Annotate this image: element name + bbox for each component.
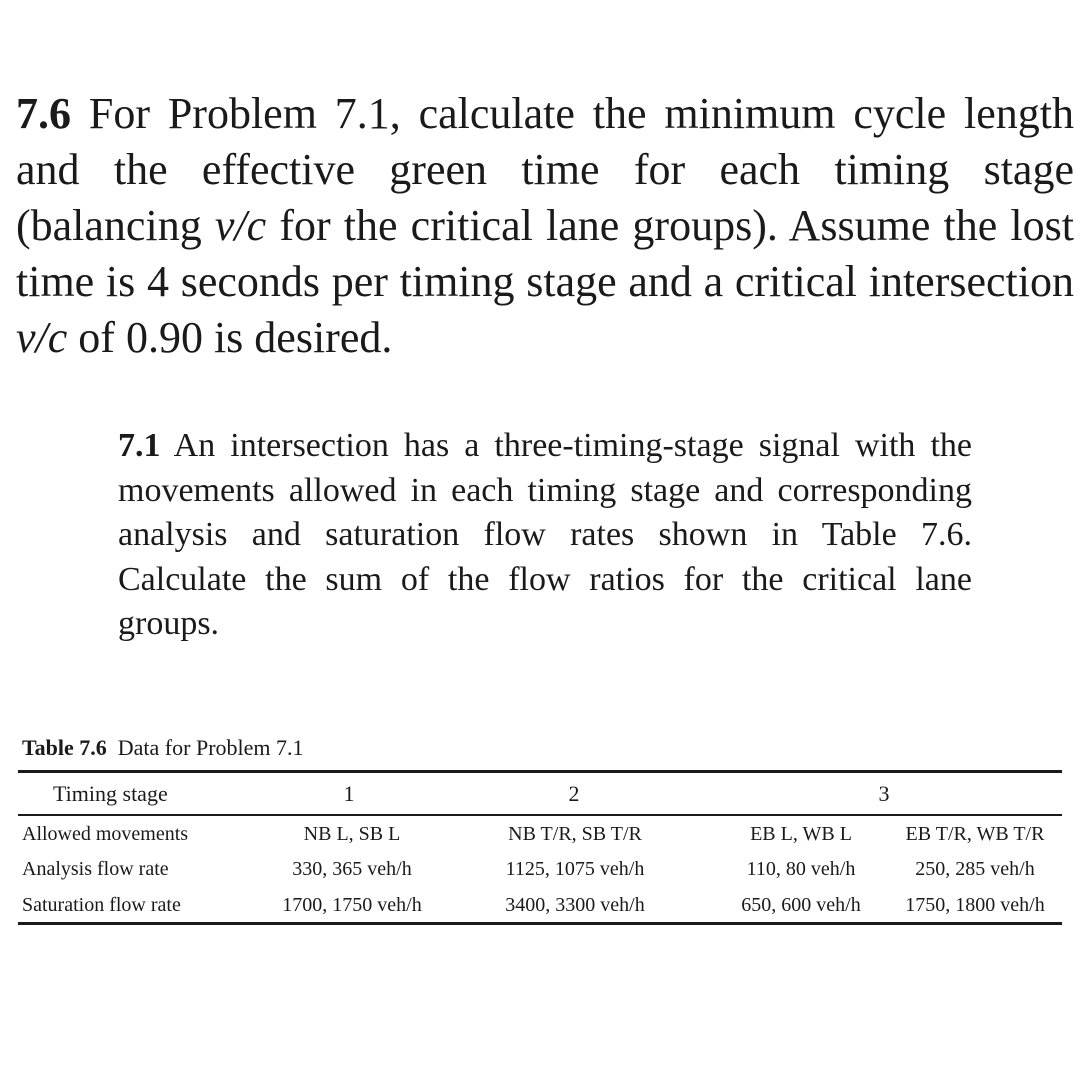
vc-term-1: v/c [214,201,267,250]
row-allowed-movements-stage3b: EB T/R, WB T/R [905,823,1045,845]
problem-7-6-text-b: for the critical lane groups). Assume the lost time is 4 seconds per timing stage and a critical intersection [16,201,1074,306]
table-caption-label: Table 7.6 [22,735,107,760]
row-allowed-movements-stage2: NB T/R, SB T/R [508,823,642,845]
header-timing-stage: Timing stage [53,781,168,806]
row-analysis-flow-stage3b: 250, 285 veh/h [915,858,1035,880]
problem-7-1-body: An intersection has a three-timing-stage signal with the movements allowed in each timing stage and corresponding analysis and saturation flow rates shown in Table 7.6. Calculate the sum of the flow ratios for the critical lane groups. [118,427,972,642]
row-analysis-flow-stage1: 330, 365 veh/h [292,858,412,880]
table-caption [22,734,304,762]
header-stage-2: 2 [568,781,580,806]
row-analysis-flow-label: Analysis flow rate [22,858,169,880]
row-saturation-flow-stage2: 3400, 3300 veh/h [505,894,645,916]
table-top-rule [18,770,1062,773]
table-header-rule [18,814,1062,816]
problem-7-6-text [16,86,1074,366]
row-saturation-flow-stage1: 1700, 1750 veh/h [282,894,422,916]
row-allowed-movements-stage1: NB L, SB L [303,823,401,845]
row-allowed-movements-label: Allowed movements [22,823,189,845]
table-bottom-rule [18,922,1062,925]
vc-term-2: v/c [16,313,68,362]
problem-7-6-number: 7.6 [16,89,71,138]
row-analysis-flow-stage2: 1125, 1075 veh/h [505,858,645,880]
row-saturation-flow-label: Saturation flow rate [22,894,181,916]
problem-7-1-number: 7.1 [118,427,161,464]
problem-7-6-text-c: of 0.90 is desired. [67,313,393,362]
row-saturation-flow-stage3b: 1750, 1800 veh/h [905,894,1045,916]
table-caption-text: Data for Problem 7.1 [106,735,304,760]
problem-7-6-text-a: For Problem 7.1, calculate the minimum cycle length and the effective green time for each timing stage (balancing [16,89,1074,250]
row-analysis-flow-stage3a: 110, 80 veh/h [746,858,856,880]
row-allowed-movements-stage3a: EB L, WB L [750,823,852,845]
header-stage-3: 3 [878,781,890,806]
header-stage-1: 1 [343,781,355,806]
problem-7-1-text [118,424,972,647]
row-saturation-flow-stage3a: 650, 600 veh/h [741,894,861,916]
